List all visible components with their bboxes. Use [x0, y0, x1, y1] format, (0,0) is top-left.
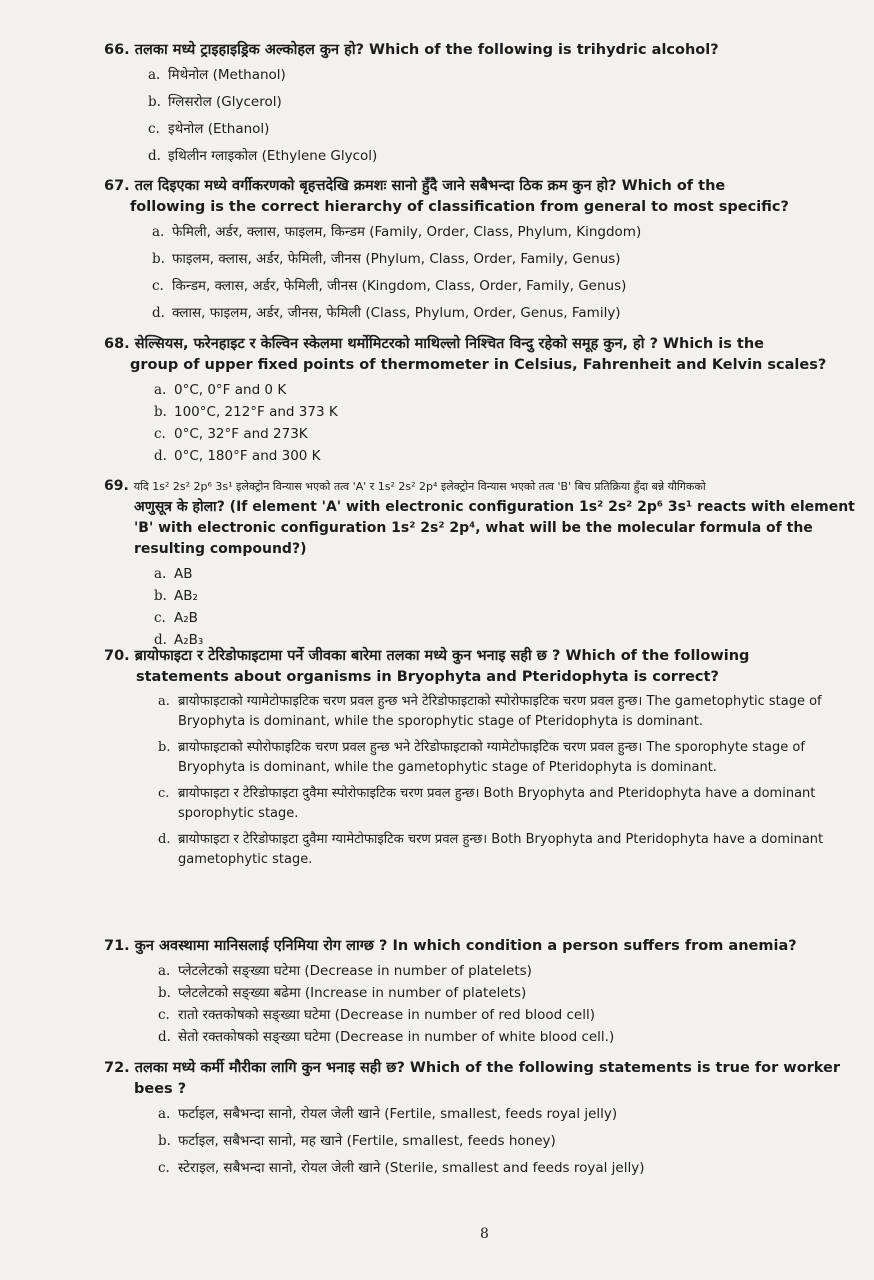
option-d: d. सेतो रक्तकोषको सङ्ख्या घटेमा (Decrease in number of white blood cell.) [158, 1029, 615, 1045]
option-a: a. 0°C, 0°F and 0 K [154, 382, 287, 398]
options-list [152, 222, 860, 323]
question-66 [104, 40, 860, 173]
question-72 [104, 1058, 860, 1185]
options-list [158, 961, 860, 1047]
option-d: d. A₂B₃ [154, 632, 204, 648]
question-69 [104, 476, 860, 652]
option-d: d. ब्रायोफाइटा र टेरिडोफाइटा दुवैमा ग्यामेटोफाइटिक चरण प्रवल हुन्छ। Both Bryophyta and Pteridophyta have a dominant gametophytic stage. [158, 832, 824, 867]
option-c: c. किन्डम, क्लास, अर्डर, फेमिली, जीनस (Kingdom, Class, Order, Family, Genus) [152, 278, 627, 294]
option-a: a. मिथेनोल (Methanol) [148, 67, 286, 83]
question-70 [104, 646, 860, 876]
question-text-cont: group of upper fixed points of thermometer in Celsius, Fahrenheit and Kelvin scales? [130, 357, 827, 373]
question-text: सेल्सियस, फरेनहाइट र केल्विन स्केलमा थर्मोमिटरको माथिल्लो निश्चित विन्दु रहेको समूह कुन, हो ? Which is the [134, 336, 765, 352]
option-b: b. फाइलम, क्लास, अर्डर, फेमिली, जीनस (Phylum, Class, Order, Family, Genus) [152, 251, 621, 267]
option-a: a. फेमिली, अर्डर, क्लास, फाइलम, किन्डम (Family, Order, Class, Phylum, Kingdom) [152, 224, 642, 240]
option-c: c. ब्रायोफाइटा र टेरिडोफाइटा दुवैमा स्पोरोफाइटिक चरण प्रवल हुन्छ। Both Bryophyta and Pteridophyta have a dominant sporophytic stage. [158, 786, 816, 821]
option-d: d. 0°C, 180°F and 300 K [154, 448, 321, 464]
question-number: 67. [104, 178, 130, 194]
question-67 [104, 176, 860, 330]
options-list [158, 1104, 860, 1178]
option-a: a. प्लेटलेटको सङ्ख्या घटेमा (Decrease in number of platelets) [158, 963, 532, 979]
question-text-cont: bees ? [134, 1081, 187, 1097]
question-number: 68. [104, 336, 130, 352]
options-list [154, 380, 860, 466]
option-b: b. AB₂ [154, 588, 198, 604]
question-text: तलका मध्ये कर्मी मौरीका लागि कुन भनाइ सही छ? Which of the following statements is true for worker [134, 1060, 841, 1076]
option-a: a. AB [154, 566, 193, 582]
question-text-cont: statements about organisms in Bryophyta and Pteridophyta is correct? [136, 669, 719, 685]
options-list [148, 65, 860, 166]
question-text: तलका मध्ये ट्राइहाइड्रिक अल्कोहल कुन हो? Which of the following is trihydric alcohol? [134, 42, 719, 58]
option-a: a. फर्टाइल, सबैभन्दा सानो, रोयल जेली खाने (Fertile, smallest, feeds royal jelly) [158, 1106, 618, 1122]
question-71 [104, 936, 860, 1049]
option-c: c. रातो रक्तकोषको सङ्ख्या घटेमा (Decrease in number of red blood cell) [158, 1007, 596, 1023]
option-b: b. ब्रायोफाइटाको स्पोरोफाइटिक चरण प्रवल हुन्छ भने टेरिडोफाइटाको ग्यामेटोफाइटिक चरण प्रवल हुन्छ। The sporophyte stage of Bryophyta is dominant, while the gametophytic stage of Pteridophyta is dominant. [158, 740, 805, 775]
question-68 [104, 334, 860, 468]
option-a: a. ब्रायोफाइटाको ग्यामेटोफाइटिक चरण प्रवल हुन्छ भने टेरिडोफाइटाको स्पोरोफाइटिक चरण प्रवल हुन्छ। The gametophytic stage of Bryophyta is dominant, while the sporophytic stage of Pteridophyta is dominant. [158, 694, 822, 729]
option-b: b. 100°C, 212°F and 373 K [154, 404, 338, 420]
option-c: c. इथेनोल (Ethanol) [148, 121, 270, 137]
option-d: d. इथिलीन ग्लाइकोल (Ethylene Glycol) [148, 148, 378, 164]
option-d: d. क्लास, फाइलम, अर्डर, जीनस, फेमिली (Class, Phylum, Order, Genus, Family) [152, 305, 621, 321]
question-number: 71. [104, 938, 130, 954]
question-text-cont: following is the correct hierarchy of classification from general to most specific? [130, 199, 789, 215]
question-text: तल दिइएका मध्ये वर्गीकरणको बृहत्तदेखि क्रमशः सानो हुँदै जाने सबैभन्दा ठिक क्रम कुन हो? Which of the [134, 178, 726, 194]
option-b: b. प्लेटलेटको सङ्ख्या बढेमा (Increase in number of platelets) [158, 985, 527, 1001]
question-number: 70. [104, 648, 130, 664]
question-text: यदि 1s² 2s² 2p⁶ 3s¹ इलेक्ट्रोन विन्यास भएको तत्व 'A' र 1s² 2s² 2p⁴ इलेक्ट्रोन विन्यास भएको तत्व 'B' बिच प्रतिक्रिया हुँदा बन्ने यौगिकको [133, 480, 706, 493]
question-number: 69. [104, 478, 129, 494]
options-list [154, 564, 860, 650]
question-text: कुन अवस्थामा मानिसलाई एनिमिया रोग लाग्छ ? In which condition a person suffers from anemia? [134, 938, 797, 954]
option-c: c. स्टेराइल, सबैभन्दा सानो, रोयल जेली खाने (Sterile, smallest and feeds royal jelly) [158, 1160, 645, 1176]
question-number: 72. [104, 1060, 130, 1076]
option-c: c. A₂B [154, 610, 198, 626]
question-number: 66. [104, 42, 130, 58]
question-text: ब्रायोफाइटा र टेरिडोफाइटामा पर्ने जीवका बारेमा तलका मध्ये कुन भनाइ सही छ ? Which of the following [134, 648, 750, 664]
option-b: b. ग्लिसरोल (Glycerol) [148, 94, 282, 110]
option-b: b. फर्टाइल, सबैभन्दा सानो, मह खाने (Fertile, smallest, feeds honey) [158, 1133, 556, 1149]
option-c: c. 0°C, 32°F and 273K [154, 426, 308, 442]
question-text-cont: अणुसूत्र के होला? (If element 'A' with electronic configuration 1s² 2s² 2p⁶ 3s¹ reacts with element 'B' with electronic configuration 1s² 2s² 2p⁴, what will be the molecular formula of the resulting compound?) [134, 499, 855, 557]
options-list [158, 692, 860, 870]
page-number: 8 [480, 1226, 489, 1242]
